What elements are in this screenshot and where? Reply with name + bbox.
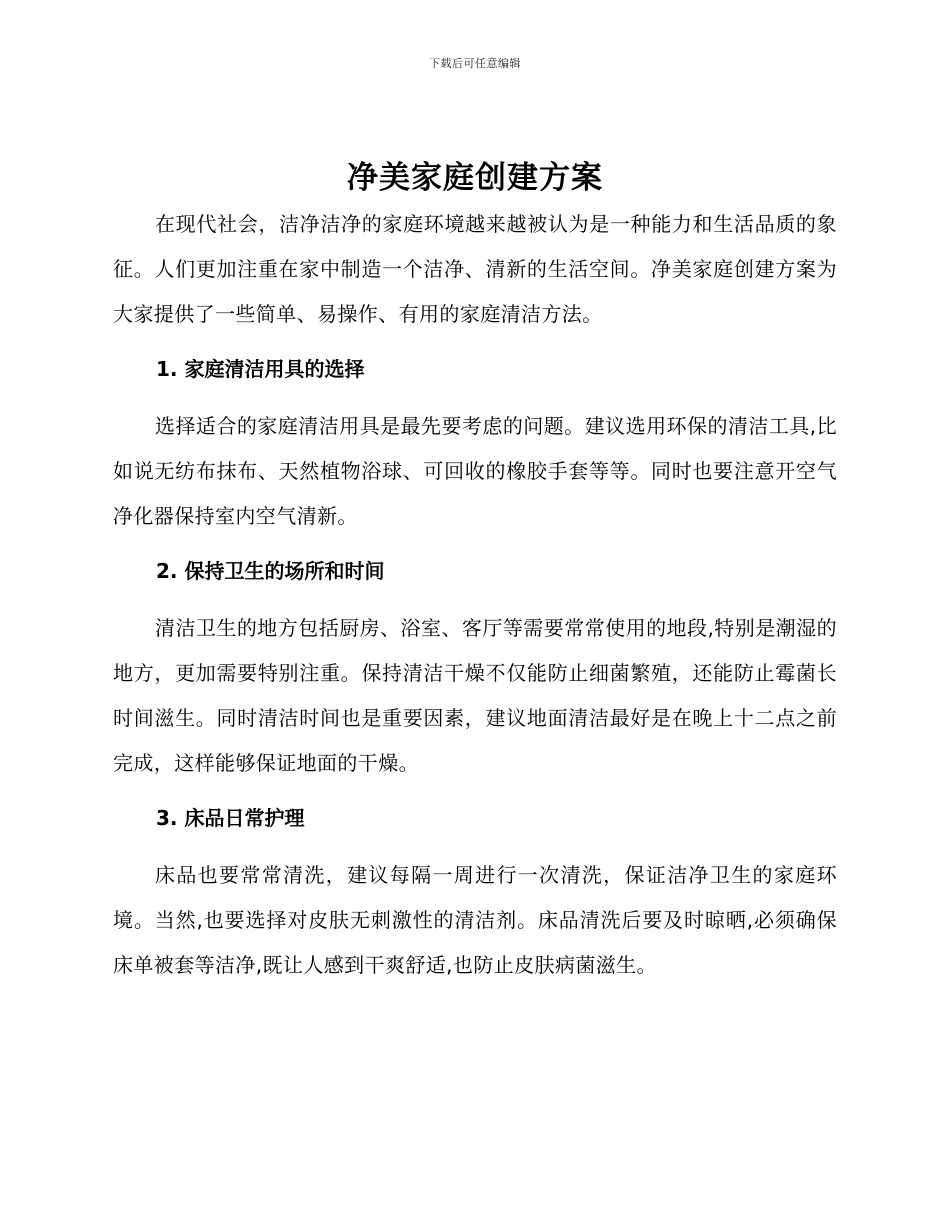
section-2-paragraph: 清洁卫生的地方包括厨房、浴室、客厅等需要常常使用的地段,特别是潮湿的地方，更加需要特别注重。保持清洁干燥不仅能防止细菌繁殖，还能防止霉菌长时间滋生。同时清洁时间也是重要因素，建议地面清洁最好是在晚上十二点之前完成，这样能够保证地面的干燥。 xyxy=(113,616,837,775)
section-3-paragraph: 床品也要常常清洗，建议每隔一周进行一次清洗，保证洁净卫生的家庭环境。当然,也要选择对皮肤无刺激性的清洁剂。床品清洗后要及时晾晒,必须确保床单被套等洁净,既让人感到干爽舒适,也防止皮肤病菌滋生。 xyxy=(113,863,837,977)
section-1-paragraph: 选择适合的家庭清洁用具是最先要考虑的问题。建议选用环保的清洁工具,比如说无纺布抹布、天然植物浴球、可回收的橡胶手套等等。同时也要注意开空气净化器保持室内空气清新。 xyxy=(113,414,837,528)
section-2-heading: 2. 保持卫生的场所和时间 xyxy=(156,559,385,583)
header-note: 下载后可任意编辑 xyxy=(429,57,521,70)
page-title: 净美家庭创建方案 xyxy=(347,160,603,196)
section-3-heading: 3. 床品日常护理 xyxy=(156,806,305,830)
document-body xyxy=(113,202,837,988)
intro-paragraph: 在现代社会，洁净洁净的家庭环境越来越被认为是一种能力和生活品质的象征。人们更加注重在家中制造一个洁净、清新的生活空间。净美家庭创建方案为大家提供了一些简单、易操作、有用的家庭清洁方法。 xyxy=(113,212,837,326)
section-1-heading: 1. 家庭清洁用具的选择 xyxy=(156,357,365,381)
